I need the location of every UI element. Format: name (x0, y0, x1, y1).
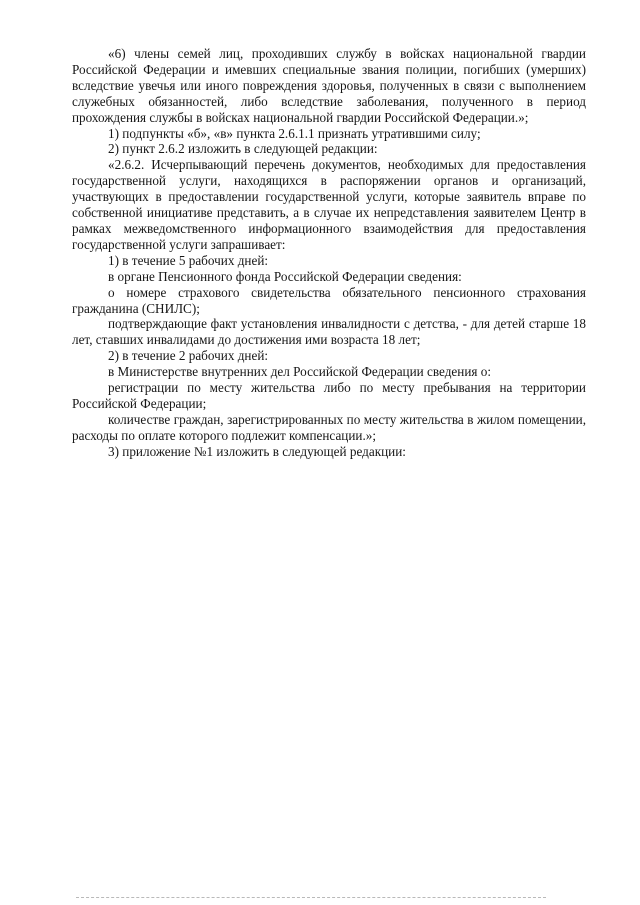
paragraph-snils: о номере страхового свидетельства обязательного пенсионного страхования гражданина (СНИЛС); (72, 284, 586, 316)
paragraph-clause-2-6-2-text: «2.6.2. Исчерпывающий перечень документов, необходимых для предоставления государственной услуги, находящихся в распоряжении органов и организаций, участвующих в предоставлении государственной услуги, которые заявитель вправе по собственной инициативе представить, а в случае их непредставления заявителем Центр в рамках межведомственного информационного взаимодействия для предоставления государственной услуги запрашивает: (72, 157, 586, 252)
paragraph-registration: регистрации по месту жительства либо по месту пребывания на территории Российской Федерации; (72, 380, 586, 411)
paragraph-national-guard-families: «6) члены семей лиц, проходивших службу в войсках национальной гвардии Российской Федерации и имевших специальные звания полиции, погибших (умерших) вследствие увечья или иного повреждения здоровья, полученных в связи с выполнением служебных обязанностей, либо вследствие заболевания, полученного в период прохождения службы в войсках национальной гвардии Российской Федерации.»; (72, 46, 586, 125)
paragraph-residents-count: количестве граждан, зарегистрированных по месту жительства в жилом помещении, расходы по оплате которого подлежит компенсации.»; (72, 411, 586, 443)
paragraph-subclauses-void: 1) подпункты «б», «в» пункта 2.6.1.1 признать утратившими силу; (108, 125, 481, 141)
paragraph-five-working-days: 1) в течение 5 рабочих дней: (108, 252, 269, 268)
paragraph-clause-2-6-2-intro: 2) пункт 2.6.2 изложить в следующей редакции: (108, 141, 378, 157)
paragraph-two-working-days: 2) в течение 2 рабочих дней: (108, 348, 269, 364)
paragraph-appendix-1: 3) приложение №1 изложить в следующей редакции: (108, 443, 406, 459)
document-page (72, 46, 586, 460)
paragraph-disability: подтверждающие факт установления инвалидности с детства, - для детей старше 18 лет, ставших инвалидами до достижения ими возраста 18 лет; (72, 316, 586, 348)
paragraph-interior-ministry: в Министерстве внутренних дел Российской Федерации сведения о: (108, 364, 491, 380)
bottom-scan-line (76, 897, 546, 900)
paragraph-pension-fund: в органе Пенсионного фонда Российской Федерации сведения: (108, 268, 462, 284)
